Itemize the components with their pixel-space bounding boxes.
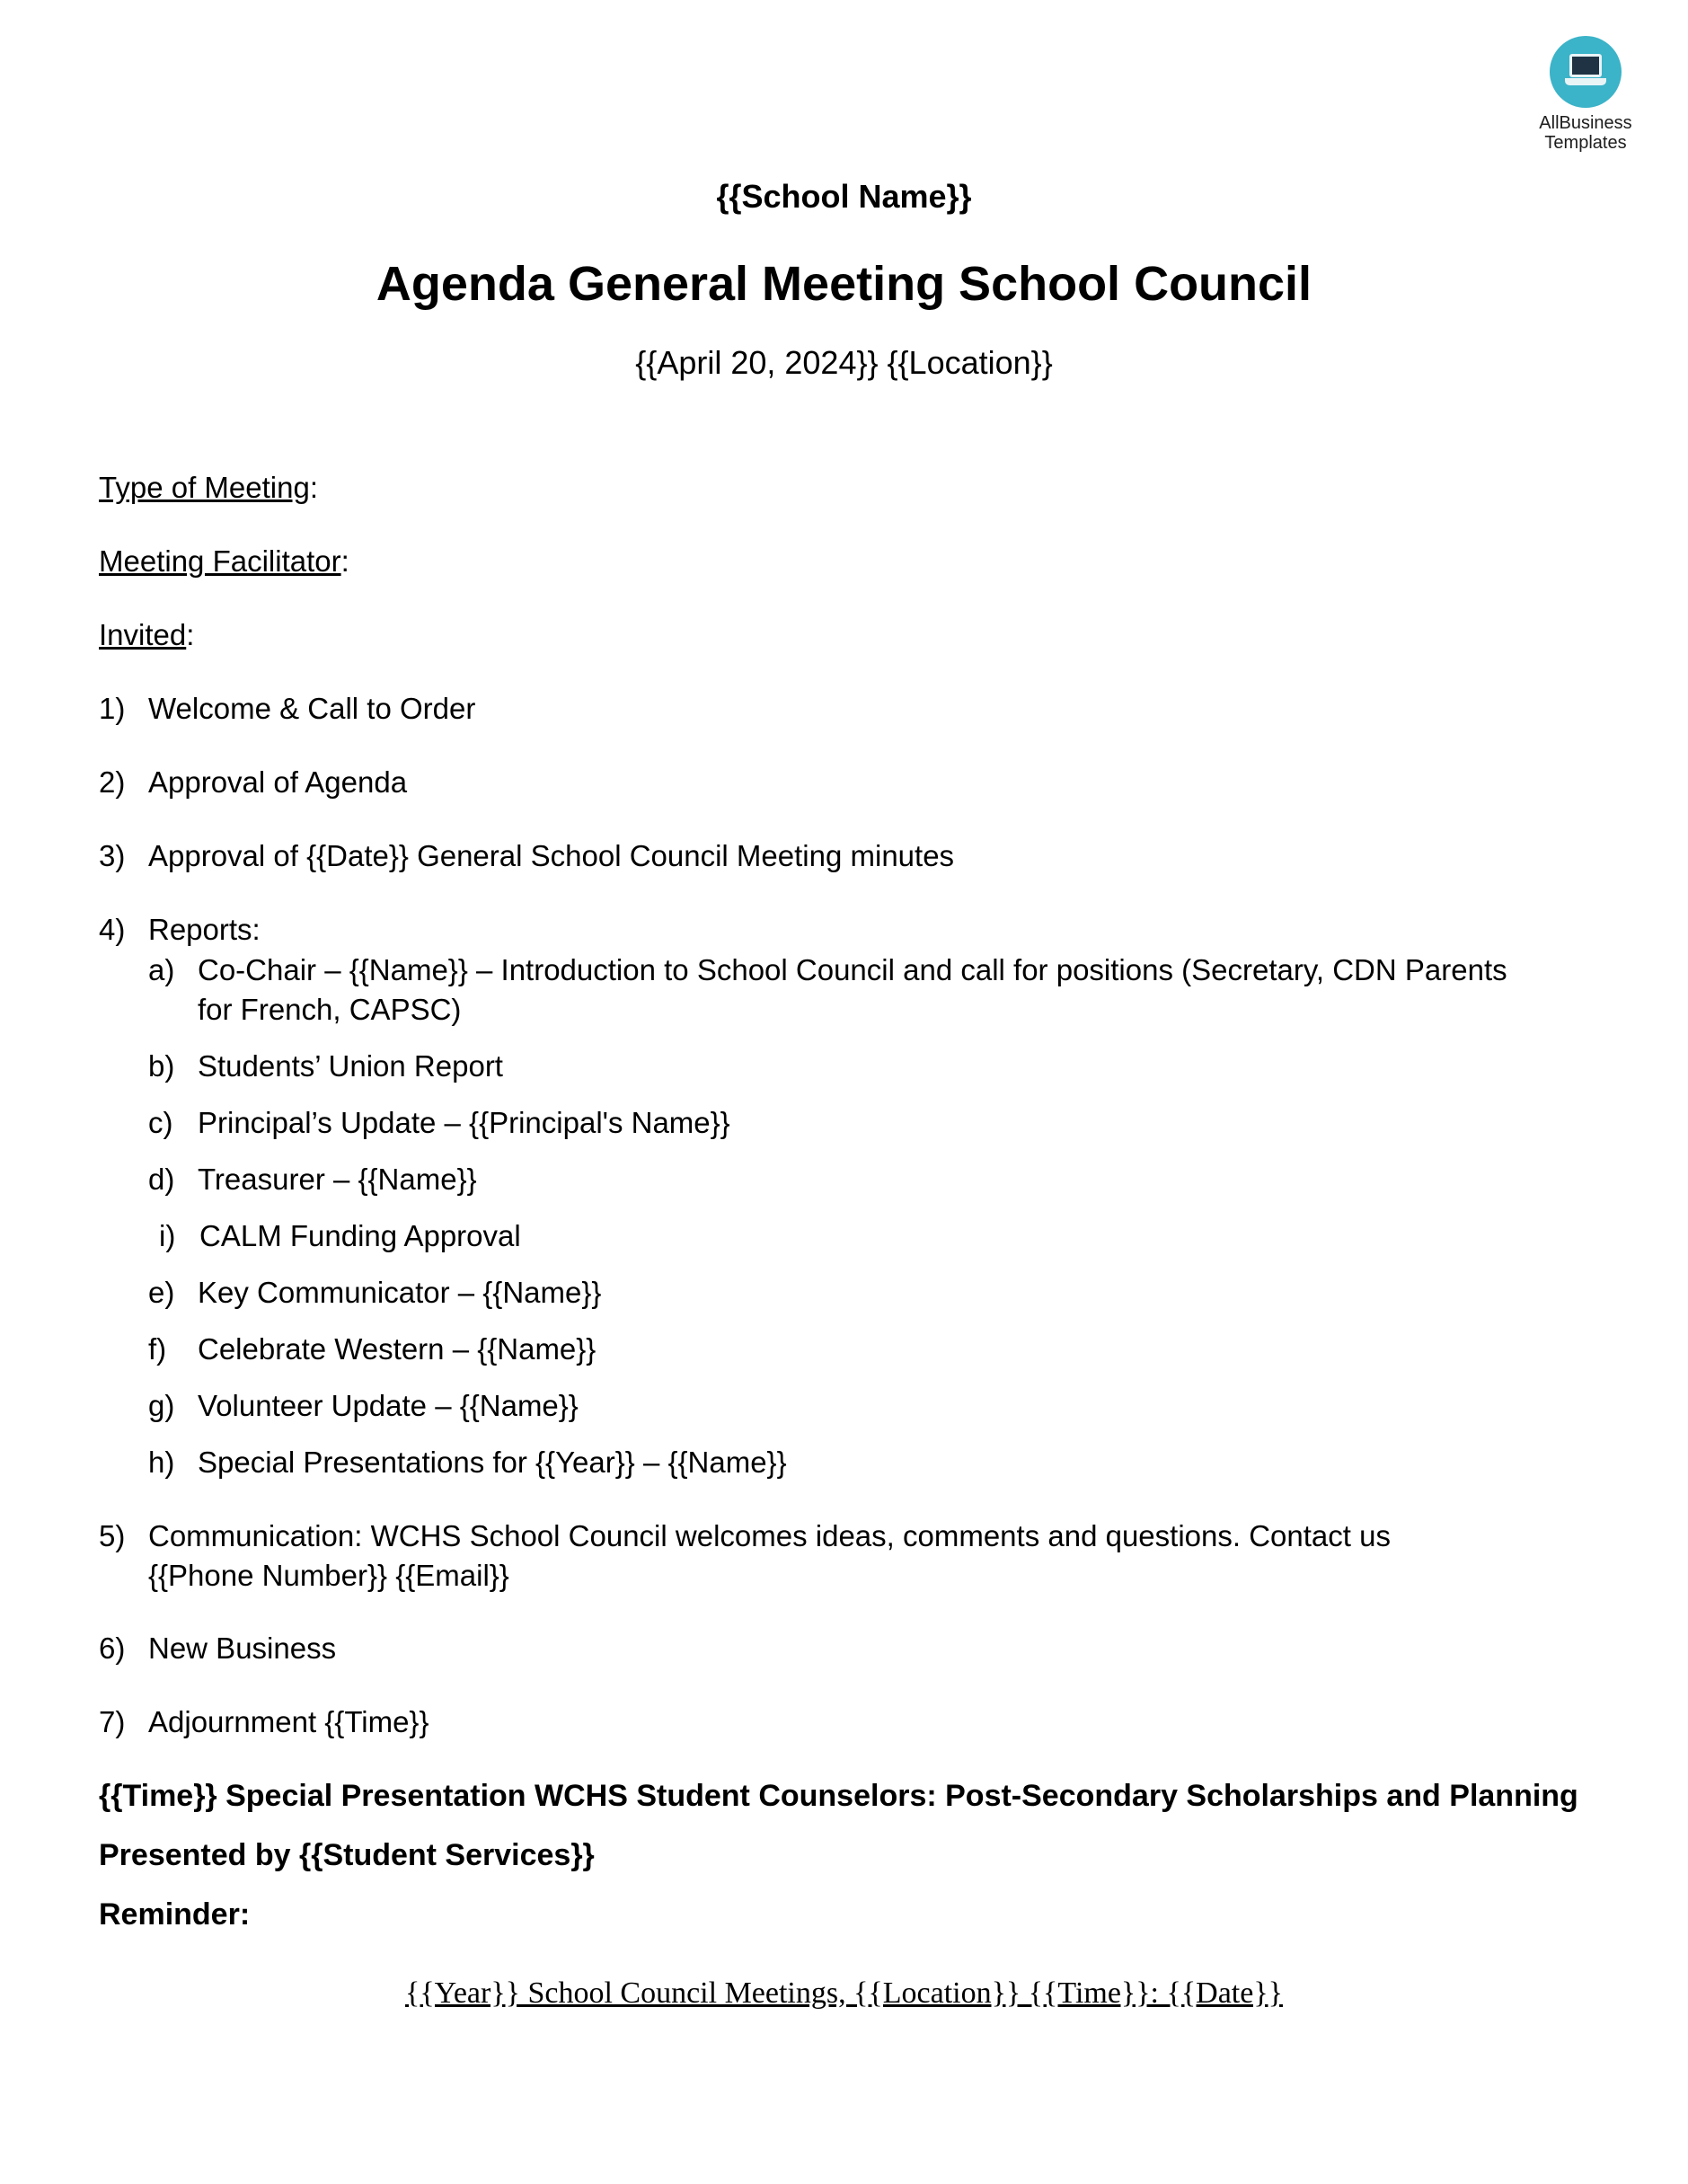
logo-line-1: AllBusiness	[1539, 113, 1632, 133]
document-page: AllBusiness Templates {{School Name}} Agenda General Meeting School Council {{April 20, 2024}} {{Location}} Type of Meeting: Meeting Facilitator: Invited: 1) Welcome & Call to Order 2) Approval of Agenda 3) Approval of {{Date}} General School Council Meeting minutes 4) Reports: a) Co-Chair – {{Name}} – Introduction to School Council and call for positions (Secretary, CDN Parents for French, CAPSC) b) Students’ Union Report c) Principal’s Update – {{Principal's Name}} d) Treasurer – {{Name}} i) CALM Funding Approval e) Key Communicator – {{Name}} f) Celebrate Western – {{Name}} g) Volunteer Update – {{Name}} h) Special Presentations for {{Year}} – {{Name}} 5) Communication: WCHS School Council welcomes ideas, comments and questions. Contact us {{Phone Number}} {{Email}} 6) New Business 7) Adjournment {{Time}} {{Time}} Special Presentation WCHS Student Counselors: Post-Secondary Scholarships and Planning Presented by {{Student Services}} Reminder: {{Year}} School Council Meetings, {{Location}} {{Time}}: {{Date}}	[0, 0, 1688, 2184]
logo-line-2: Templates	[1544, 133, 1627, 153]
logo	[1518, 36, 1653, 153]
meetings-schedule: {{Year}} School Council Meetings, {{Location}} {{Time}}: {{Date}}	[405, 1976, 1283, 2010]
type-of-meeting-label: Type of Meeting	[99, 471, 310, 504]
special-presentation: {{Time}} Special Presentation WCHS Student Counselors: Post-Secondary Scholarships and Planning	[99, 1779, 1578, 1813]
date-location: {{April 20, 2024}} {{Location}}	[635, 344, 1053, 381]
laptop-icon	[1550, 36, 1622, 108]
meeting-facilitator-field: Meeting Facilitator:	[99, 544, 349, 578]
meeting-facilitator-label: Meeting Facilitator	[99, 544, 341, 578]
school-name: {{School Name}}	[716, 178, 972, 215]
reminder-label: Reminder:	[99, 1897, 251, 1932]
type-of-meeting-field: Type of Meeting:	[99, 471, 318, 504]
logo-text	[1518, 113, 1653, 153]
page-title: Agenda General Meeting School Council	[376, 257, 1312, 311]
invited-label: Invited	[99, 618, 187, 651]
invited-field: Invited:	[99, 618, 195, 651]
presented-by: Presented by {{Student Services}}	[99, 1838, 595, 1872]
